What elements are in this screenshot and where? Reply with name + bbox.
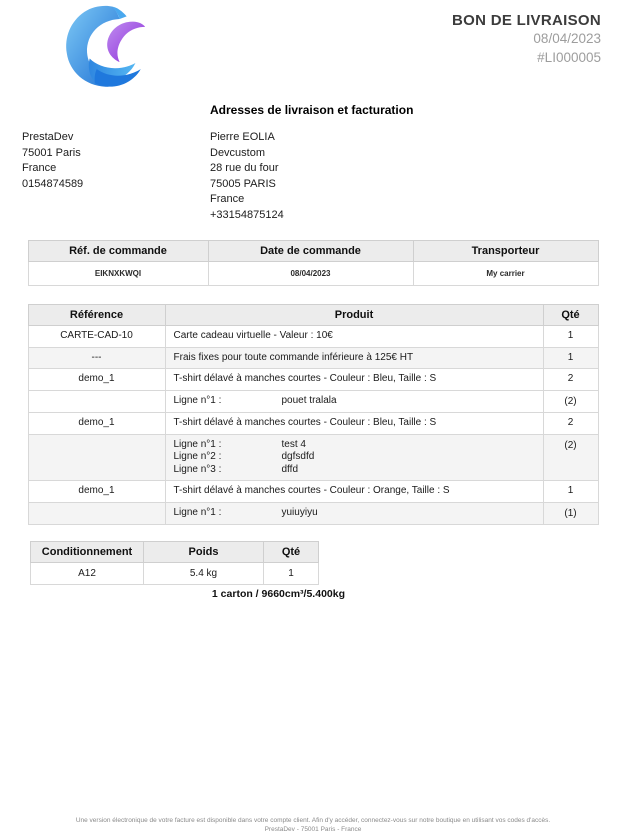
customization-value: test 4	[281, 438, 306, 450]
customization-line	[174, 439, 537, 452]
order-date-value: 08/04/2023	[208, 262, 413, 286]
customization-label: Ligne n°1 :	[173, 438, 222, 450]
quantity-cell: 2	[543, 369, 598, 391]
weight-header: Poids	[144, 542, 264, 563]
products-header-row	[28, 305, 598, 326]
packaging-header-row	[31, 542, 319, 563]
product-row	[28, 347, 598, 369]
order-info-header-row	[28, 241, 598, 262]
reference-cell: demo_1	[28, 369, 165, 391]
reference-cell: demo_1	[28, 413, 165, 435]
customization-label: Ligne n°1 :	[173, 395, 222, 406]
customization-value: dgfsdfd	[281, 451, 315, 462]
delivery-address-line: 75005 PARIS	[210, 177, 276, 190]
reference-header: Référence	[28, 305, 165, 326]
shop-address-line: PrestaDev	[22, 131, 74, 143]
customization-row	[28, 502, 598, 525]
customization-cell	[165, 502, 543, 525]
addresses-section	[0, 103, 626, 223]
product-cell: T-shirt délavé à manches courtes - Couleur : Orange, Taille : S	[165, 481, 543, 503]
packaging-header: Conditionnement	[31, 542, 144, 563]
quantity-cell: (2)	[543, 390, 598, 413]
customization-line	[174, 451, 537, 464]
document-meta	[452, 11, 601, 67]
footer-shop-address: PrestaDev - 75001 Paris - France	[264, 825, 362, 833]
order-reference-value: EIKNXKWQI	[28, 262, 208, 286]
reference-cell-empty	[28, 502, 165, 525]
order-reference-header: Réf. de commande	[28, 241, 208, 262]
packaging-section	[30, 541, 345, 600]
delivery-address-line: Pierre EOLIA	[210, 131, 275, 143]
reference-cell: ---	[28, 347, 165, 369]
page-footer	[0, 817, 626, 834]
reference-cell: demo_1	[28, 481, 165, 503]
document-header	[0, 0, 626, 95]
product-cell: Frais fixes pour toute commande inférieure à 125€ HT	[165, 347, 543, 369]
packaging-row	[31, 563, 319, 585]
document-date: 08/04/2023	[533, 31, 601, 46]
reference-cell: CARTE-CAD-10	[28, 326, 165, 348]
customization-line	[174, 507, 537, 520]
customization-row	[28, 434, 598, 481]
product-cell: T-shirt délavé à manches courtes - Couleur : Bleu, Taille : S	[165, 413, 543, 435]
footer-notice: Une version électronique de votre facture est disponible dans votre compte client. Afin d'y accéder, connectez-vous sur notre boutique en utilisant vos codes d'accès.	[75, 817, 551, 824]
customization-cell	[165, 434, 543, 481]
quantity-cell: 1	[543, 347, 598, 369]
product-row	[28, 413, 598, 435]
customization-value: dffd	[281, 463, 298, 475]
product-row	[28, 481, 598, 503]
customization-value: pouet tralala	[281, 395, 337, 406]
weight-cell: 5.4 kg	[144, 563, 264, 585]
product-row	[28, 326, 598, 348]
shop-address-line: 0154874589	[22, 177, 84, 190]
customization-label: Ligne n°3 :	[173, 463, 222, 475]
addresses-heading: Adresses de livraison et facturation	[210, 103, 414, 117]
delivery-address-line: 28 rue du four	[210, 162, 279, 174]
reference-cell-empty	[28, 390, 165, 413]
customization-line	[174, 395, 537, 408]
carrier-value: My carrier	[413, 262, 598, 286]
shop-address-line: France	[22, 162, 57, 174]
delivery-address-block	[210, 103, 626, 223]
customization-label: Ligne n°2 :	[173, 451, 222, 462]
order-date-header: Date de commande	[208, 241, 413, 262]
quantity-cell: 2	[543, 413, 598, 435]
products-table	[28, 304, 599, 525]
shop-logo-bird-icon	[53, 4, 151, 92]
product-row	[28, 369, 598, 391]
product-cell: T-shirt délavé à manches courtes - Couleur : Bleu, Taille : S	[165, 369, 543, 391]
customization-row	[28, 390, 598, 413]
product-header: Produit	[165, 305, 543, 326]
packaging-qty-header: Qté	[264, 542, 319, 563]
quantity-cell: 1	[543, 481, 598, 503]
reference-cell-empty	[28, 434, 165, 481]
packaging-name-cell: A12	[31, 563, 144, 585]
customization-label: Ligne n°1 :	[173, 507, 222, 518]
quantity-header: Qté	[543, 305, 598, 326]
shop-address	[0, 103, 210, 223]
document-number: #LI000005	[537, 49, 601, 65]
quantity-cell: 1	[543, 326, 598, 348]
packaging-qty-cell: 1	[264, 563, 319, 585]
product-cell: Carte cadeau virtuelle - Valeur : 10€	[165, 326, 543, 348]
quantity-cell: (1)	[543, 502, 598, 525]
delivery-address-line: Devcustom	[210, 146, 266, 159]
customization-value: yuiuyiyu	[281, 507, 318, 518]
document-title: BON DE LIVRAISON	[452, 12, 601, 29]
delivery-address-line: +33154875124	[210, 208, 284, 221]
quantity-cell: (2)	[543, 434, 598, 481]
delivery-address-line: France	[210, 193, 245, 205]
order-info-value-row	[28, 262, 598, 286]
order-info-table	[28, 240, 599, 286]
customization-line	[174, 464, 537, 477]
packaging-table	[30, 541, 319, 585]
carrier-header: Transporteur	[413, 241, 598, 262]
customization-cell	[165, 390, 543, 413]
shop-address-line: 75001 Paris	[22, 146, 81, 159]
packaging-total: 1 carton / 9660cm³/5.400kg	[211, 588, 345, 600]
